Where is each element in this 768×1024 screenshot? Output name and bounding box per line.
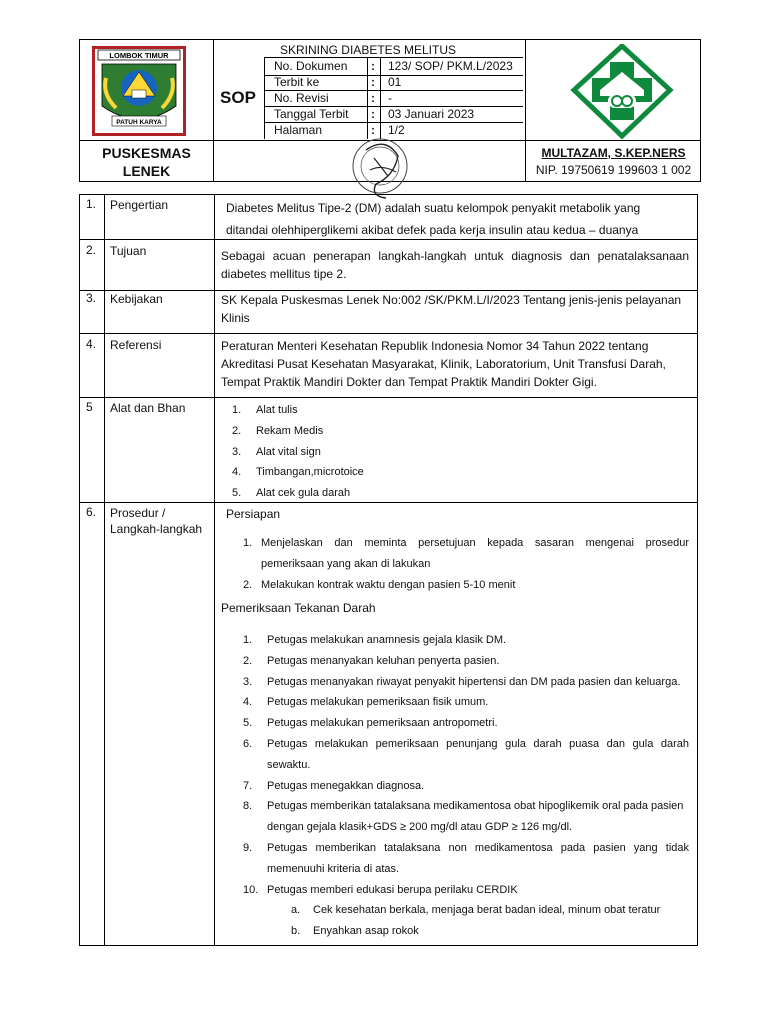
list-item: 2. Petugas menanyakan keluhan penyerta pasien.: [243, 654, 500, 667]
signer-name: MULTAZAM, S.KEP.NERS: [541, 146, 686, 160]
list-item: 3. Alat vital sign: [232, 445, 321, 458]
list-item: 1. Menjelaskan dan meminta persetujuan kepada sasaran mengenai prosedur pemeriksaan yang akan di lakukan: [243, 537, 689, 570]
puskesmas-name: PUSKESMAS LENEK: [102, 145, 191, 179]
cerdik-sublist: [291, 900, 689, 942]
persiapan-heading: Persiapan: [226, 507, 281, 521]
list-item: 10. Petugas memberi edukasi berupa perilaku CERDIK: [243, 883, 518, 896]
list-item: 4. Petugas melakukan pemeriksaan fisik umum.: [243, 696, 489, 709]
official-stamp-signature: [336, 136, 426, 202]
section-label: Prosedur / Langkah-langkah: [110, 506, 203, 536]
list-item: 2. Melakukan kontrak waktu dengan pasien 5-10 menit: [243, 579, 516, 591]
meta-row-no-revisi: No. Revisi : -: [274, 91, 392, 105]
meta-row-halaman: Halaman : 1/2: [274, 123, 405, 137]
list-item: a. Cek kesehatan berkala, menjaga berat badan ideal, minum obat teratur: [291, 904, 661, 917]
sop-content-table: 1. Pengertian Diabetes Melitus Tipe-2 (DM) adalah suatu kelompok penyakit metabolik yang ditandai olehhiperglikemi akibat defek pada kerja insulin atau kedua – duanya 2. Tujuan Sebagai acuan penerapan langkah-langkah untuk diagnosis dan penatalaksanaan diabetes mellitus tipe 2. 3. Kebijakan SK Kepala Puskesmas Lenek No:002 /SK/PKM.L/I/2023 Tentang jenis-jenis pelayanan Klinis 4. Referensi Peraturan Menteri Kesehatan Republik Indonesia Nomor 34 Tahun 2022 tentang Akreditasi Pusat Kesehatan Masyarakat, Klinik, Laboratorium, Unit Transfusi Darah, Tempat Praktik Mandiri Dokter dan Tempat Praktik Mandiri Dokter Gigi. 5 Alat dan Bhan 1. Alat tulis 2. Rekam Medis 3. Alat vital sign 4. Timbangan,microtoice 5. Alat cek gula darah 6. Prosedur / Langkah-langkah Persiapan 1. Menjelaskan dan meminta persetujuan kepada sasaran mengenai prosedur pemeriksaan yang akan di lakukan 2. Melakukan kontrak waktu dengan pasien 5-10 menit Pemeriksaan Tekanan Darah 1. Petugas melakukan anamnesis gejala klasik DM. 2. Petugas menanyakan keluhan penyerta pasien. 3. Petugas menanyakan riwayat penyakit hipertensi dan DM pada pasien dan keluarga. 4. Petugas melakukan pemeriksaan fisik umum. 5. Petugas melakukan pemeriksaan antropometri. 6. Petugas melakukan pemeriksaan penunjang gula darah puasa dan gula darah sewaktu. 7. Petugas menegakkan diagnosa. 8. Petugas memberikan tatalaksana medikamentosa obat hipoglikemik oral pada pasien dengan gejala klasik+GDS ≥ 200 mg/dl atau GDP ≥ 126 mg/dl. 9. Petugas memberikan tatalaksana non medikamentosa pada pasien yang tidak memenuuhi kriteria di atas. 10. Petugas memberi edukasi berupa perilaku CERDIK a. Cek kesehatan berkala, menjaga berat badan ideal, minum obat teratur b. Enyahkan asap rokok: [79, 194, 698, 946]
list-item: 5. Petugas melakukan pemeriksaan antropometri.: [243, 717, 498, 730]
list-item: 4. Timbangan,microtoice: [232, 466, 364, 479]
list-item: b. Enyahkan asap rokok: [291, 925, 419, 938]
list-item: 8. Petugas memberikan tatalaksana medikamentosa obat hipoglikemik oral pada pasien dengan gejala klasik+GDS ≥ 200 mg/dl atau GDP ≥ 126 mg/dl.: [243, 800, 684, 834]
meta-row-terbit-ke: Terbit ke : 01: [274, 75, 402, 89]
puskesmas-cross-logo: [570, 44, 674, 140]
list-item: 7. Petugas menegakkan diagnosa.: [243, 779, 425, 792]
meta-row-no-dokumen: No. Dokumen : 123/ SOP/ PKM.L/2023: [274, 59, 513, 73]
list-item: 1. Alat tulis: [232, 404, 298, 416]
list-item: 5. Alat cek gula darah: [232, 487, 351, 500]
sop-label: SOP: [220, 88, 256, 107]
persiapan-list: [243, 533, 689, 596]
list-item: 6. Petugas melakukan pemeriksaan penunjang gula darah puasa dan gula darah sewaktu.: [243, 737, 689, 771]
list-item: 3. Petugas menanyakan riwayat penyakit hipertensi dan DM pada pasien dan keluarga.: [243, 675, 681, 688]
list-item: 1. Petugas melakukan anamnesis gejala klasik DM.: [243, 634, 507, 646]
list-item: 2. Rekam Medis: [232, 424, 324, 437]
signer-nip: NIP. 19750619 199603 1 002: [535, 163, 692, 177]
section-label: Kebijakan: [110, 292, 163, 306]
document-title: SKRINING DIABETES MELITUS: [279, 43, 457, 57]
list-item: 9. Petugas memberikan tatalaksana non medikamentosa pada pasien yang tidak memenuuhi kriteria di atas.: [243, 841, 689, 875]
pemeriksaan-heading: Pemeriksaan Tekanan Darah: [221, 601, 376, 615]
svg-text:PATUH KARYA: PATUH KARYA: [116, 119, 162, 126]
sop-header-table: [79, 39, 701, 182]
svg-text:LOMBOK TIMUR: LOMBOK TIMUR: [109, 51, 169, 60]
pemeriksaan-list: [243, 630, 689, 942]
section-label: Referensi: [110, 338, 162, 352]
meta-row-tanggal-terbit: Tanggal Terbit : 03 Januari 2023: [274, 107, 475, 121]
section-label: Tujuan: [110, 244, 147, 258]
section-label: Alat dan Bhan: [110, 401, 186, 415]
section-label: Pengertian: [110, 198, 169, 212]
